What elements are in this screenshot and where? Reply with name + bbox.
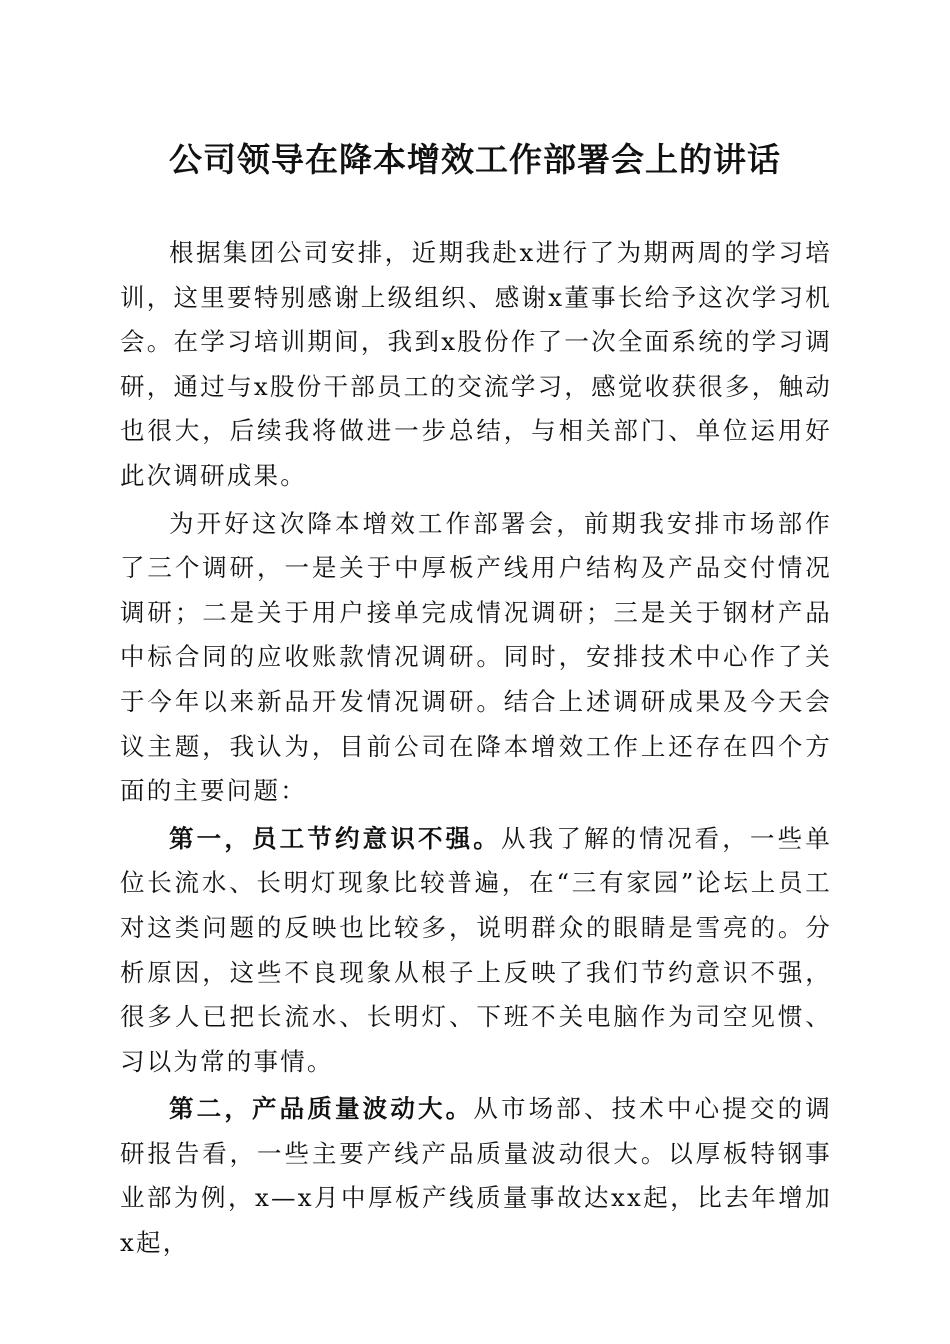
paragraph-3 [120,817,832,1085]
paragraph-4-heading: 第二，产品质量波动大。 [169,1094,474,1124]
paragraph-2 [120,502,832,814]
document-body [120,231,832,1266]
paragraph-2-text: 为开好这次降本增效工作部署会，前期我安排市场部作了三个调研，一是关于中厚板产线用户结构及产品交付情况调研；二是关于用户接单完成情况调研；三是关于钢材产品中标合同的应收账款情况调研。同时，安排技术中心作了关于今年以来新品开发情况调研。结合上述调研成果及今天会议主题，我认为，目前公司在降本增效工作上还存在四个方面的主要问题： [120,508,832,806]
paragraph-3-heading: 第一，员工节约意识不强。 [169,823,501,853]
page-title: 公司领导在降本增效工作部署会上的讲话 [169,140,781,179]
paragraph-3-text: 从我了解的情况看，一些单位长流水、长明灯现象比较普遍，在“三有家园”论坛上员工对这类问题的反映也比较多，说明群众的眼睛是雪亮的。分析原因，这些不良现象从根子上反映了我们节约意识不强，很多人已把长流水、长明灯、下班不关电脑作为司空见惯、习以为常的事情。 [120,823,832,1076]
paragraph-4-text: 从市场部、技术中心提交的调研报告看，一些主要产线产品质量波动很大。以厚板特钢事业部为例，x—x月中厚板产线质量事故达xx起，比去年增加x起， [120,1094,832,1258]
paragraph-1-text: 根据集团公司安排，近期我赴x进行了为期两周的学习培训，这里要特别感谢上级组织、感谢x董事长给予这次学习机会。在学习培训期间，我到x股份作了一次全面系统的学习调研，通过与x股份干部员工的交流学习，感觉收获很多，触动也很大，后续我将做进一步总结，与相关部门、单位运用好此次调研成果。 [120,238,832,490]
paragraph-4 [120,1087,832,1265]
paragraph-1 [120,231,832,499]
